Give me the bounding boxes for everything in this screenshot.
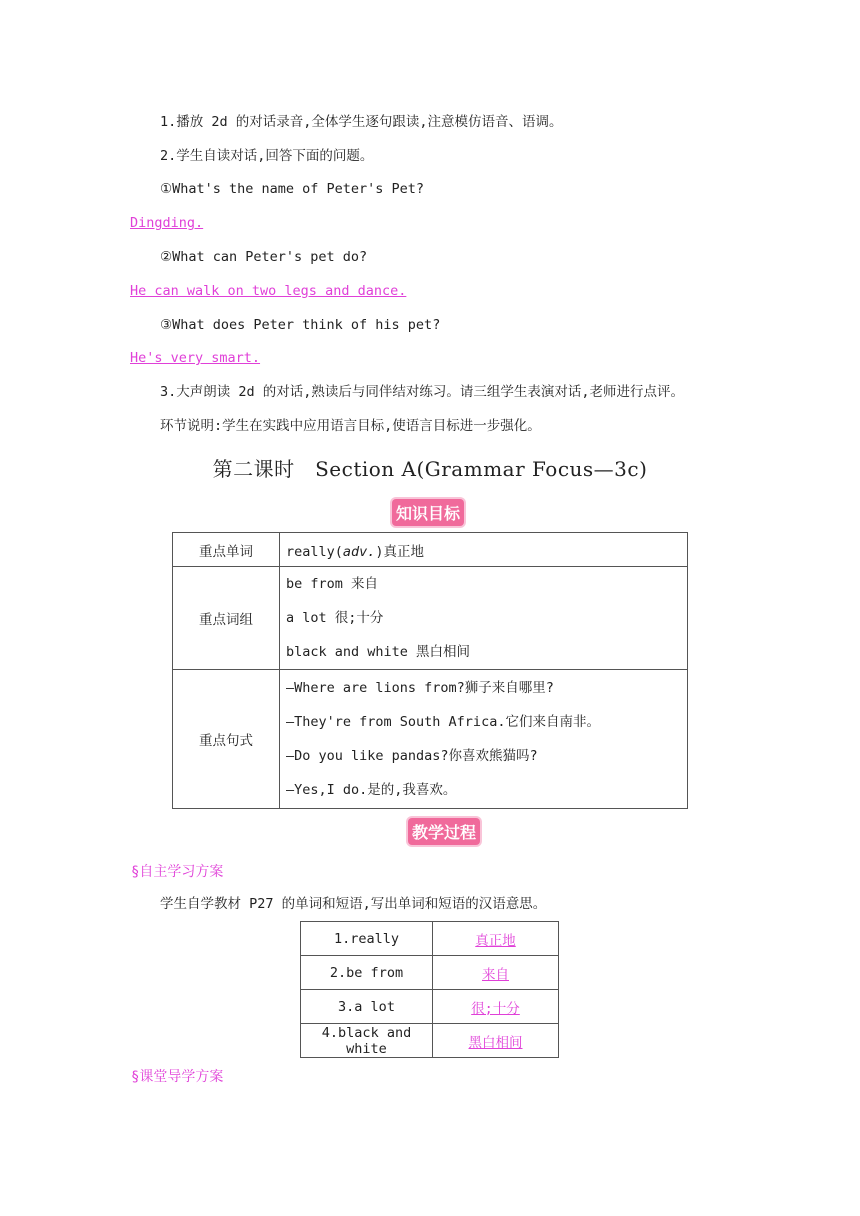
vocab-word: 4.black and white bbox=[301, 1024, 433, 1058]
table-row bbox=[173, 533, 688, 567]
row-label: 重点句式 bbox=[173, 670, 280, 809]
sentence: —Do you like pandas?你喜欢熊猫吗? bbox=[286, 748, 538, 764]
table-row bbox=[301, 956, 559, 990]
answer-2: He can walk on two legs and dance. bbox=[130, 283, 407, 299]
phrase: be from 来自 bbox=[286, 576, 379, 592]
vocab-meaning: 来自 bbox=[433, 956, 559, 990]
sentence: —Yes,I do.是的,我喜欢。 bbox=[286, 782, 457, 798]
section-self-study: §自主学习方案 bbox=[131, 864, 224, 880]
section-note: 环节说明:学生在实践中应用语言目标,使语言目标进一步强化。 bbox=[160, 418, 541, 434]
vocab-table bbox=[300, 921, 559, 1058]
table-row bbox=[301, 990, 559, 1024]
sentence: —They're from South Africa.它们来自南非。 bbox=[286, 714, 600, 730]
answer-1: Dingding. bbox=[130, 215, 204, 231]
vocab-meaning: 真正地 bbox=[433, 922, 559, 956]
vocab-meaning: 黑白相间 bbox=[433, 1024, 559, 1058]
vocab-word: 3.a lot bbox=[301, 990, 433, 1024]
vocab-word: 1.really bbox=[301, 922, 433, 956]
key-phrases-cell bbox=[280, 567, 688, 670]
teaching-process-badge: 教学过程 bbox=[408, 818, 480, 845]
question-2: ②What can Peter's pet do? bbox=[160, 249, 368, 265]
part-of-speech: adv. bbox=[342, 543, 376, 560]
sentence: —Where are lions from?狮子来自哪里? bbox=[286, 680, 554, 696]
vocab-word: 2.be from bbox=[301, 956, 433, 990]
key-word-meaning: )真正地 bbox=[375, 543, 425, 560]
phrase: black and white 黑白相间 bbox=[286, 644, 471, 660]
question-1: ①What's the name of Peter's Pet? bbox=[160, 181, 425, 197]
table-row bbox=[173, 670, 688, 809]
intro-step-2: 2.学生自读对话,回答下面的问题。 bbox=[160, 148, 374, 164]
section-classroom-guide: §课堂导学方案 bbox=[131, 1069, 224, 1085]
question-3: ③What does Peter think of his pet? bbox=[160, 317, 441, 333]
task-instruction: 学生自学教材 P27 的单词和短语,写出单词和短语的汉语意思。 bbox=[160, 896, 547, 912]
step-3: 3.大声朗读 2d 的对话,熟读后与同伴结对练习。请三组学生表演对话,老师进行点评。 bbox=[160, 384, 685, 400]
table-row bbox=[301, 922, 559, 956]
table-row bbox=[173, 567, 688, 670]
row-label: 重点词组 bbox=[173, 567, 280, 670]
intro-step-1: 1.播放 2d 的对话录音,全体学生逐句跟读,注意模仿语音、语调。 bbox=[160, 114, 563, 130]
key-word: really( bbox=[286, 543, 343, 560]
table-row bbox=[301, 1024, 559, 1058]
knowledge-goals-badge: 知识目标 bbox=[392, 499, 464, 526]
knowledge-table bbox=[172, 532, 688, 809]
key-word-cell bbox=[280, 533, 688, 567]
key-sentences-cell bbox=[280, 670, 688, 809]
row-label: 重点单词 bbox=[173, 533, 280, 567]
answer-3: He's very smart. bbox=[130, 350, 261, 366]
lesson-title: 第二课时 Section A(Grammar Focus—3c) bbox=[212, 457, 648, 481]
phrase: a lot 很;十分 bbox=[286, 610, 384, 626]
vocab-meaning: 很;十分 bbox=[433, 990, 559, 1024]
